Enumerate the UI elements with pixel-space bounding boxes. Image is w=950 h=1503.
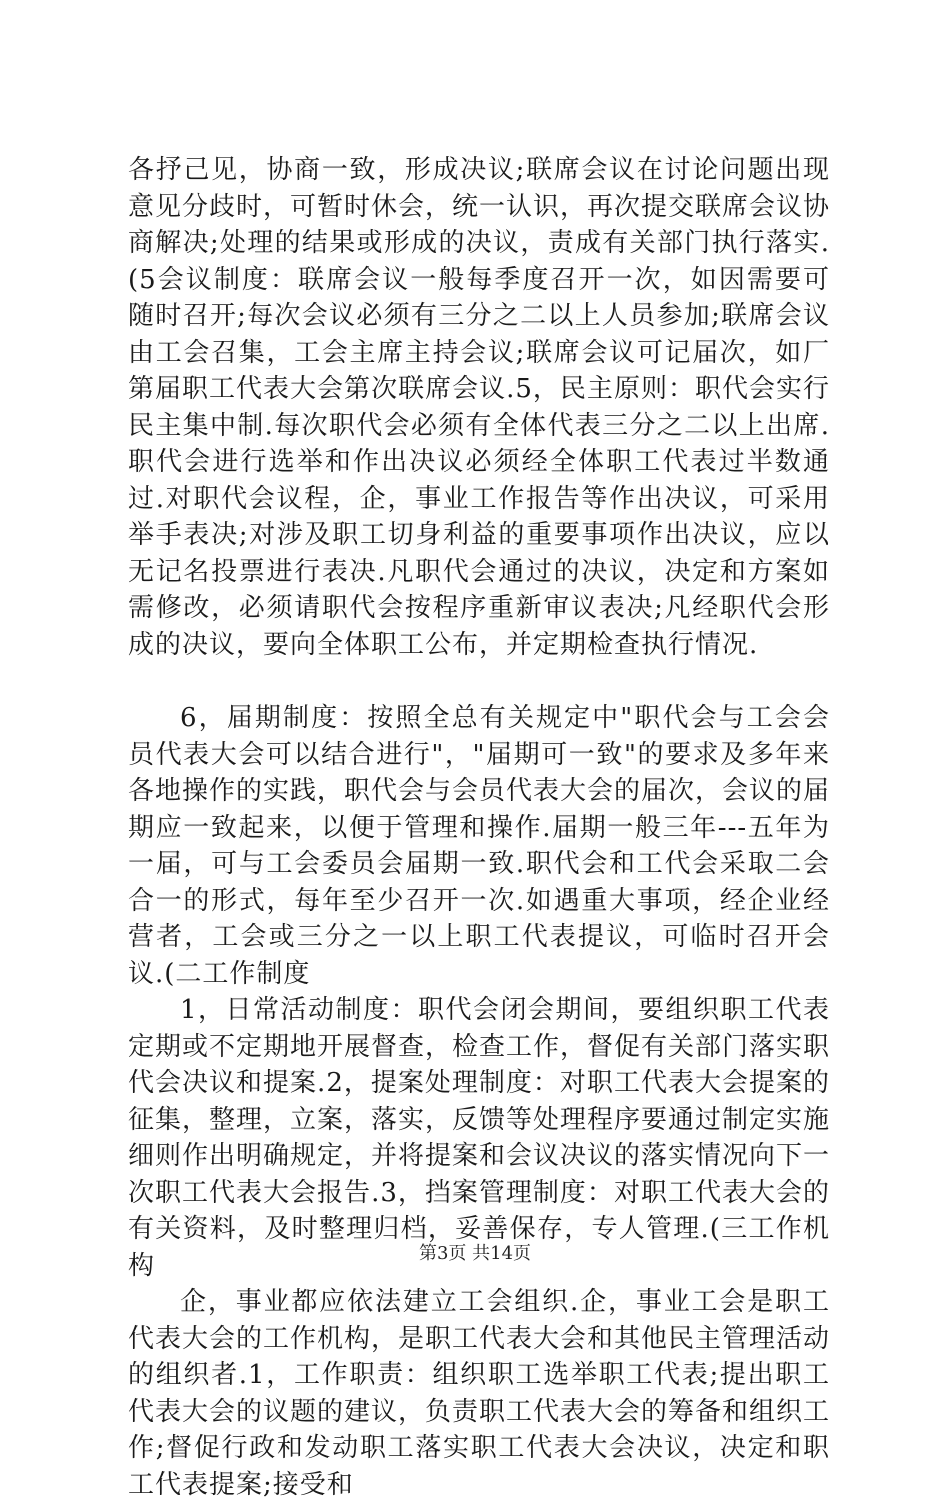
paragraph-2: 6，届期制度：按照全总有关规定中"职代会与工会会员代表大会可以结合进行"，"届期可一致"的要求及多年来各地操作的实践，职代会与会员代表大会的届次，会议的届期应一致起来，以便于管理和操作.届期一般三年---五年为一届，可与工会委员会届期一致.职代会和工代会采取二会合一的形式，每年至少召开一次.如遇重大事项，经企业经营者，工会或三分之一以上职工代表提议，可临时召开会议.(二工作制度: [128, 703, 831, 989]
document-body: [128, 152, 830, 1503]
paragraph-4: 企，事业都应依法建立工会组织.企，事业工会是职工代表大会的工作机构，是职工代表大会和其他民主管理活动的组织者.1，工作职责：组织职工选举职工代表;提出职工代表大会的议题的建议，负责职工代表大会的筹备和组织工作;督促行政和发动职工落实职工代表大会决议，决定和职工代表提案;接受和: [128, 1287, 831, 1500]
paragraph-1: 各抒己见，协商一致，形成决议;联席会议在讨论问题出现意见分歧时，可暂时休会，统一认识，再次提交联席会议协商解决;处理的结果或形成的决议，责成有关部门执行落实.(5会议制度：联席会议一般每季度召开一次，如因需要可随时召开;每次会议必须有三分之二以上人员参加;联席会议由工会召集，工会主席主持会议;联席会议可记届次，如厂第届职工代表大会第次联席会议.5，民主原则：职代会实行民主集中制.每次职代会必须有全体代表三分之二以上出席.职代会进行选举和作出决议必须经全体职工代表过半数通过.对职代会议程，企，事业工作报告等作出决议，可采用举手表决;对涉及职工切身利益的重要事项作出决议，应以无记名投票进行表决.凡职代会通过的决议，决定和方案如需修改，必须请职代会按程序重新审议表决;凡经职代会形成的决议，要向全体职工公布，并定期检查执行情况.: [128, 155, 831, 660]
paragraph-3: 1，日常活动制度：职代会闭会期间，要组织职工代表定期或不定期地开展督查，检查工作，督促有关部门落实职代会决议和提案.2，提案处理制度：对职工代表大会提案的征集，整理，立案，落实，反馈等处理程序要通过制定实施细则作出明确规定，并将提案和会议决议的落实情况向下一次职工代表大会报告.3，挡案管理制度：对职工代表大会的有关资料，及时整理归档，妥善保存，专人管理.(三工作机构: [128, 995, 831, 1281]
paragraph-gap: [128, 663, 830, 700]
page-number-footer: 第3页 共14页: [418, 1243, 532, 1264]
